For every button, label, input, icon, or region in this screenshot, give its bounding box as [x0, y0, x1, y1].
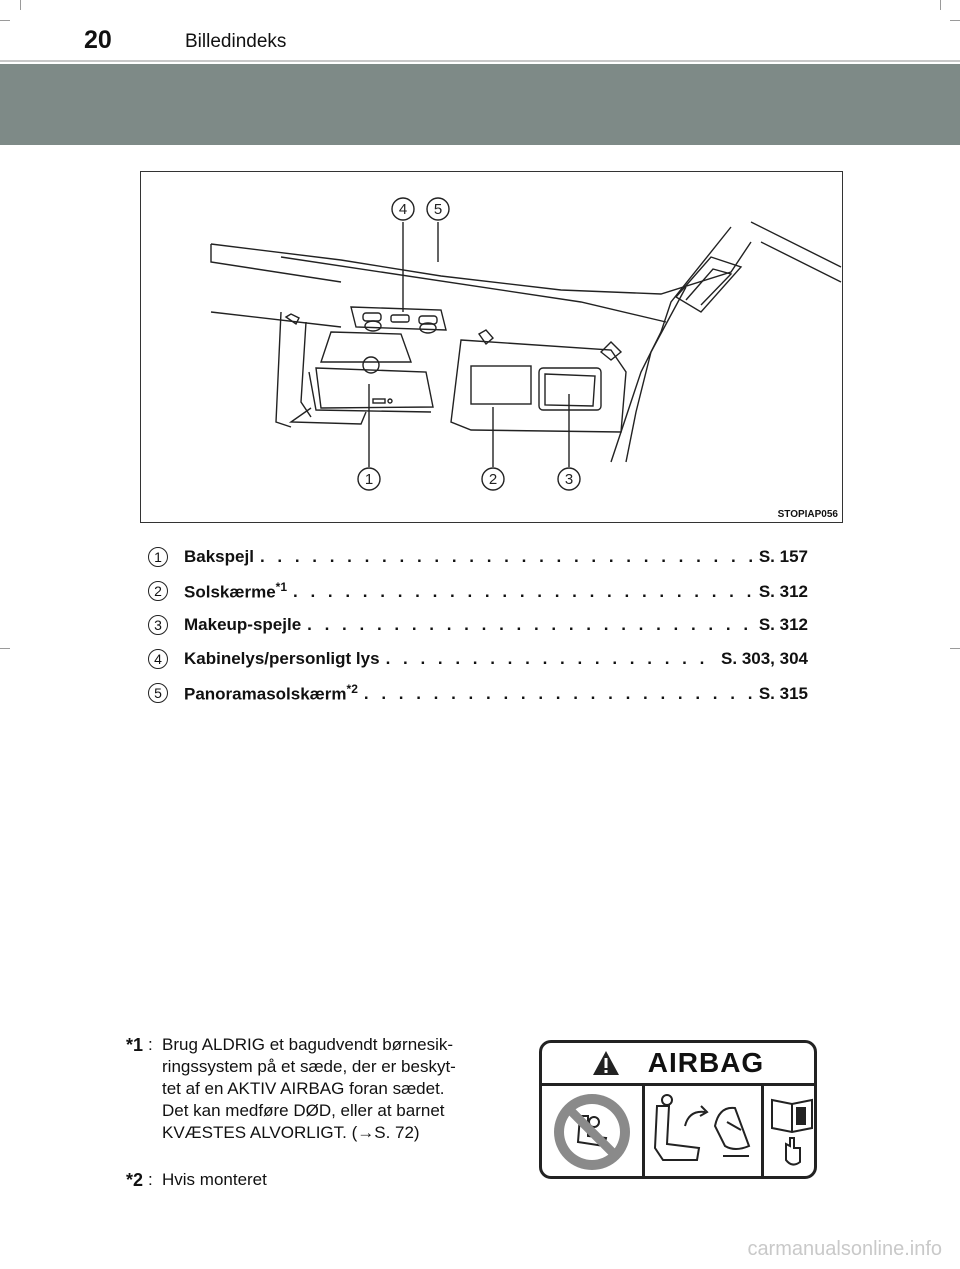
leader-dots	[386, 649, 715, 669]
page-reference[interactable]: S. 312	[758, 582, 808, 602]
section-banner	[0, 64, 960, 145]
footnote-line: ringssystem på et sæde, der er beskyt-	[162, 1057, 456, 1076]
no-child-seat-icon	[542, 1086, 642, 1179]
page-reference[interactable]: S. 312	[758, 615, 808, 634]
crop-mark	[950, 20, 960, 21]
callout-4: 4	[398, 201, 408, 218]
leader-dots	[364, 684, 753, 704]
page-reference[interactable]: S. 157	[758, 547, 808, 566]
item-number: 5	[148, 683, 168, 703]
leader-dots	[307, 615, 753, 635]
airbag-deploy-icon	[645, 1086, 761, 1179]
header-divider	[0, 60, 960, 62]
section-title: Billedindeks	[185, 31, 287, 52]
list-item	[148, 642, 808, 676]
warning-triangle-icon	[592, 1050, 620, 1076]
item-label: Makeup-spejle	[184, 615, 302, 634]
ceiling-illustration	[140, 171, 843, 523]
airbag-deploy-cell	[645, 1086, 764, 1179]
callout-2: 2	[488, 471, 498, 488]
leader-dots	[293, 582, 753, 602]
footnote-line: Hvis monteret	[162, 1170, 267, 1189]
airbag-word: AIRBAG	[647, 1047, 765, 1078]
leader-dots	[260, 547, 753, 567]
list-item	[148, 540, 808, 574]
no-rear-facing-seat-cell	[542, 1086, 645, 1179]
callout-1: 1	[364, 471, 374, 488]
ceiling-drawing	[141, 172, 842, 522]
footnote-line: KVÆSTES ALVORLIGT. (→S. 72)	[162, 1123, 420, 1142]
crop-mark	[940, 0, 941, 10]
footnote-line: Brug ALDRIG et bagudvendt børnesik-	[162, 1035, 454, 1054]
footnote-ref: *2	[346, 681, 358, 696]
item-label: Kabinelys/personligt lys	[184, 649, 380, 668]
item-number: 3	[148, 615, 168, 635]
airbag-warning-label	[539, 1040, 817, 1179]
footnote-mark: *2	[126, 1170, 144, 1190]
read-manual-cell	[764, 1086, 817, 1179]
crop-mark	[0, 648, 10, 649]
item-number: 1	[148, 547, 168, 567]
page-number: 20	[84, 26, 112, 54]
footnote-line: Det kan medføre DØD, eller at barnet	[162, 1101, 445, 1120]
item-number: 4	[148, 649, 168, 669]
list-item	[148, 574, 808, 608]
footnote-mark: *1	[126, 1035, 144, 1055]
page-reference[interactable]: S. 315	[758, 684, 808, 704]
figure-code: STOPIAP056	[777, 509, 838, 520]
item-list	[148, 540, 808, 710]
read-manual-icon	[764, 1086, 817, 1179]
page-reference[interactable]: S. 303, 304	[721, 649, 808, 668]
watermark: carmanualsonline.info	[747, 1238, 942, 1260]
crop-mark	[0, 20, 10, 21]
crop-mark	[20, 0, 21, 10]
item-number: 2	[148, 581, 168, 601]
callout-3: 3	[564, 471, 574, 488]
item-label: Panoramasolskærm$^{*2}$	[184, 681, 358, 704]
footnote-line: tet af en AKTIV AIRBAG foran sædet.	[162, 1079, 445, 1098]
footnote-ref: *1	[275, 579, 288, 594]
item-label: Solskærme$^{*1}$	[184, 579, 288, 602]
list-item	[148, 608, 808, 642]
list-item	[148, 676, 808, 710]
crop-mark	[950, 648, 960, 649]
callout-5: 5	[433, 201, 443, 218]
item-label: Bakspejl	[184, 547, 254, 566]
